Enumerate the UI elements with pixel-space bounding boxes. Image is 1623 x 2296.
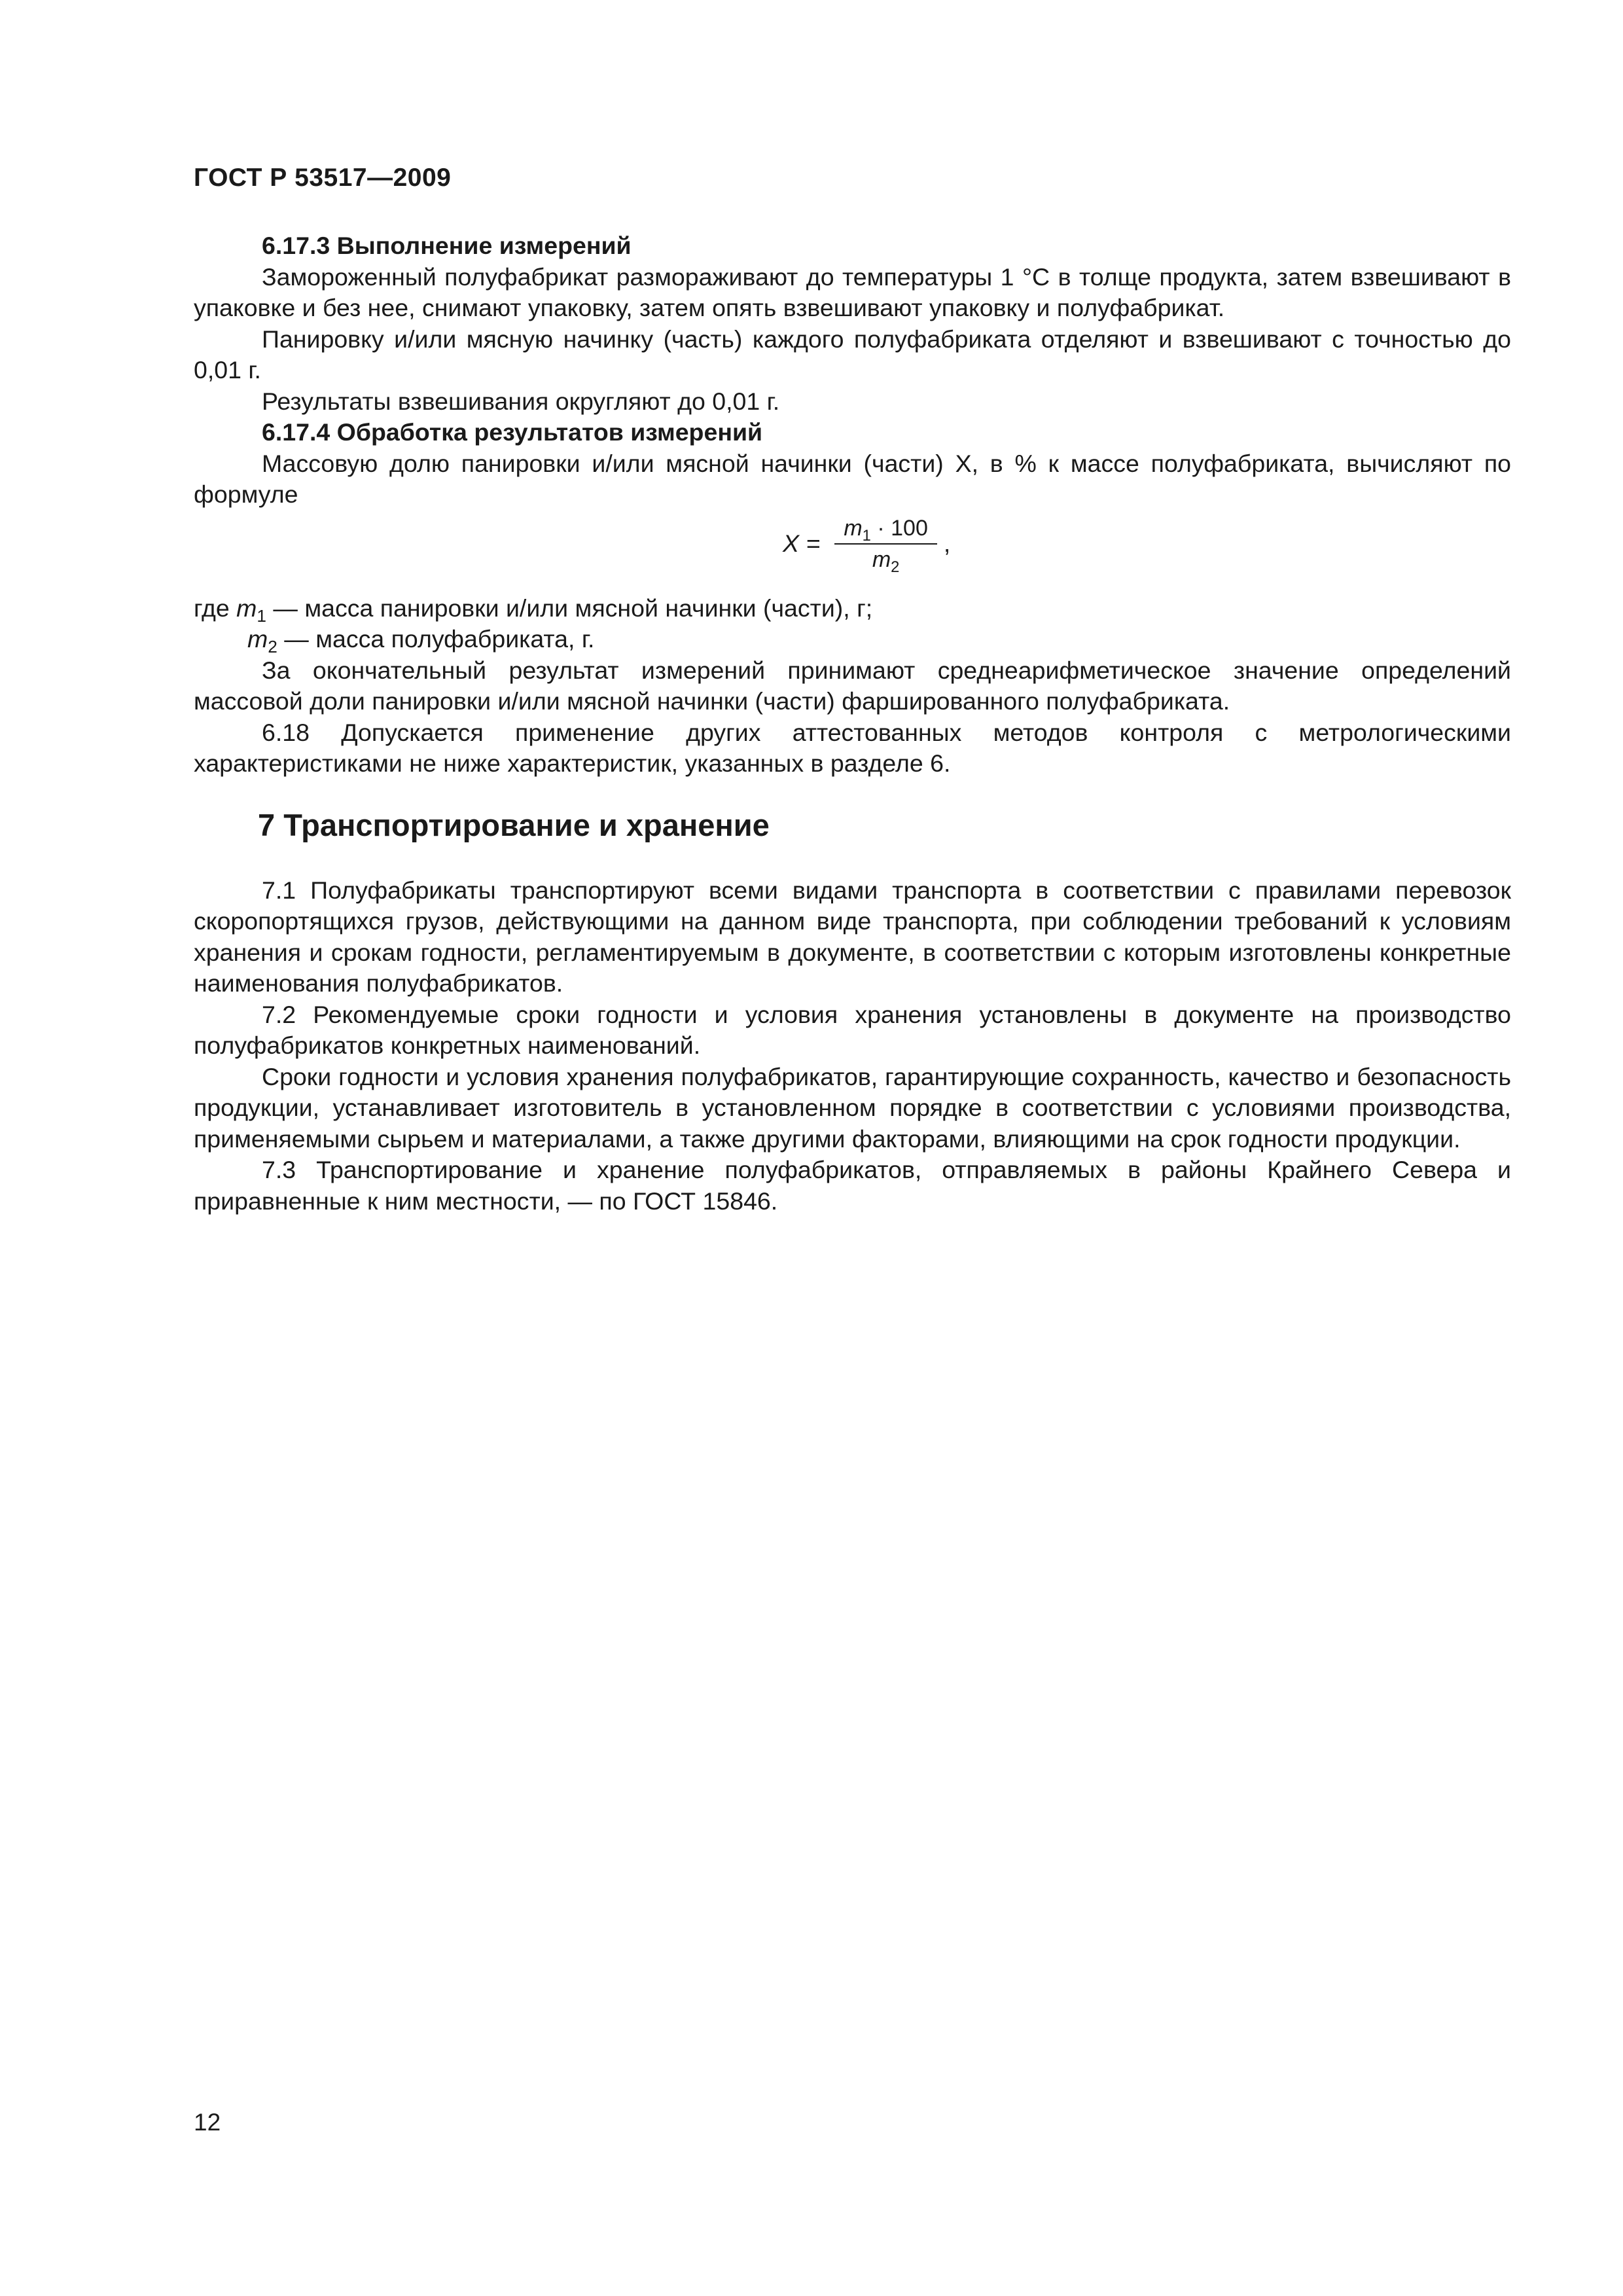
paragraph-7-2: 7.2 Рекомендуемые сроки годности и условия хранения установлены в документе на производство полуфабрикатов конкретных наименований. [194, 1000, 1511, 1059]
page-number: 12 [194, 2109, 221, 2136]
paragraph-6-17-4-final: За окончательный результат измерений принимают среднеарифметическое значение определений массовой доли панировки и/или мясной начинки (части) фаршированного полуфабриката. [194, 656, 1511, 715]
document-code-header: ГОСТ Р 53517—2009 [194, 164, 452, 192]
where-definition-m1 [194, 593, 1511, 624]
numerator-subscript: 1 [862, 526, 871, 545]
paragraph-6-17-3-2: Панировку и/или мясную начинку (часть) каждого полуфабриката отделяют и взвешивают с точностью до 0,01 г. [194, 325, 1511, 384]
subsection-title-6-17-3: 6.17.3 Выполнение измерений [262, 232, 632, 259]
formula-numerator [834, 514, 937, 545]
where2-variable: m [247, 625, 268, 653]
section-title-7: 7 Транспортирование и хранение [258, 807, 770, 842]
where1-subscript: 1 [257, 605, 267, 626]
where1-variable: m [236, 594, 257, 622]
subsection-title-6-17-4: 6.17.4 Обработка результатов измерений [262, 418, 763, 446]
where2-subscript: 2 [268, 637, 277, 656]
formula [783, 514, 951, 576]
where-prefix: где [194, 594, 230, 622]
where1-text: — масса панировки и/или мясной начинки (части), г; [266, 594, 873, 622]
paragraph-6-17-4-1: Массовую долю панировки и/или мясной начинки (части) X, в % к массе полуфабриката, вычисляют по формуле [194, 449, 1511, 508]
paragraph-6-18: 6.18 Допускается применение других аттестованных методов контроля с метрологическими характеристиками не ниже характеристик, указанных в разделе 6. [194, 718, 1511, 777]
numerator-multiplier: · 100 [877, 515, 928, 541]
numerator-variable: m [844, 515, 863, 541]
paragraph-7-2-b: Сроки годности и условия хранения полуфабрикатов, гарантирующие сохранность, качество и безопасность продукции, устанавливает изготовитель в установленном порядке в соответствии с условиями производства, применяемыми сырьем и материалами, а также другими факторами, влияющими на срок годности продукции. [194, 1062, 1511, 1153]
formula-tail: , [943, 529, 951, 557]
paragraph-7-3: 7.3 Транспортирование и хранение полуфабрикатов, отправляемых в районы Крайнего Севера и приравненные к ним местности, — по ГОСТ 15846. [194, 1156, 1511, 1215]
formula-block [194, 514, 1511, 593]
document-body [194, 230, 1511, 1217]
paragraph-7-1: 7.1 Полуфабрикаты транспортируют всеми видами транспорта в соответствии с правилами перевозок скоропортящихся грузов, действующими на данном виде транспорта, при соблюдении требований к условиям хранения и срокам годности, регламентируемым в документе, в соответствии с которым изготовлены конкретные наименования полуфабрикатов. [194, 876, 1511, 997]
formula-lhs: X = [783, 529, 821, 557]
formula-fraction [834, 514, 937, 576]
where-definition-m2 [194, 624, 1511, 655]
paragraph-6-17-3-3: Результаты взвешивания округляют до 0,01 г. [262, 387, 780, 415]
where2-text: — масса полуфабриката, г. [277, 625, 595, 653]
denominator-variable: m [872, 547, 891, 572]
denominator-subscript: 2 [891, 558, 900, 576]
formula-denominator [872, 545, 900, 576]
paragraph-6-17-3-1: Замороженный полуфабрикат размораживают до температуры 1 °С в толще продукта, затем взвешивают в упаковке и без нее, снимают упаковку, затем опять взвешивают упаковку и полуфабрикат. [194, 262, 1511, 321]
